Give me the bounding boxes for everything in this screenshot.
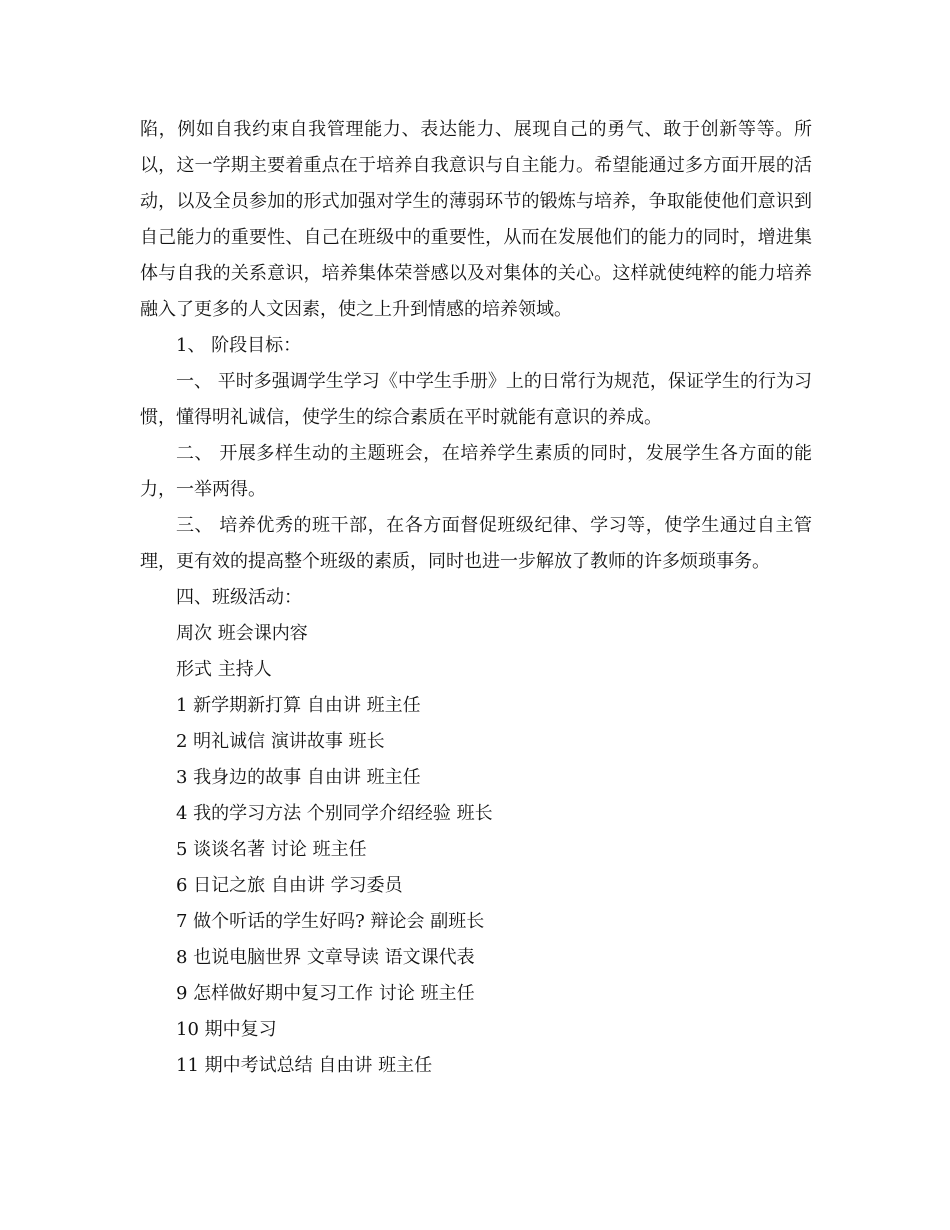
intro-paragraph: 陷，例如自我约束自我管理能力、表达能力、展现自己的勇气、敢于创新等等。所以，这一学期主要着重点在于培养自我意识与自主能力。希望能通过多方面开展的活动，以及全员参加的形式加强对学生的薄弱环节的锻炼与培养，争取能使他们意识到自己能力的重要性、自己在班级中的重要性，从而在发展他们的能力的同时，增进集体与自我的关系意识，培养集体荣誉感以及对集体的关心。这样就使纯粹的能力培养融入了更多的人文因素，使之上升到情感的培养领域。: [140, 119, 812, 320]
table-row: 2 明礼诚信 演讲故事 班长: [176, 731, 385, 752]
table-row: 4 我的学习方法 个别同学介绍经验 班长: [176, 803, 493, 824]
goal-one: 一、 平时多强调学生学习《中学生手册》上的日常行为规范，保证学生的行为习惯，懂得明礼诚信，使学生的综合素质在平时就能有意识的养成。: [140, 371, 812, 428]
stage-heading: 1、 阶段目标：: [176, 335, 302, 356]
activity-heading: 四、班级活动：: [176, 587, 302, 608]
table-row: 8 也说电脑世界 文章导读 语文课代表: [176, 947, 475, 968]
table-row: 5 谈谈名著 讨论 班主任: [176, 839, 367, 860]
table-row: 6 日记之旅 自由讲 学习委员: [176, 875, 403, 896]
table-row: 7 做个听话的学生好吗? 辩论会 副班长: [176, 911, 485, 932]
table-row: 3 我身边的故事 自由讲 班主任: [176, 767, 421, 788]
document-page: [140, 112, 812, 1084]
table-row: 9 怎样做好期中复习工作 讨论 班主任: [176, 983, 475, 1004]
table-header-week-content: 周次 班会课内容: [176, 623, 308, 644]
goal-two: 二、 开展多样生动的主题班会，在培养学生素质的同时，发展学生各方面的能力，一举两得。: [140, 443, 812, 500]
goal-three: 三、 培养优秀的班干部，在各方面督促班级纪律、学习等，使学生通过自主管理，更有效的提高整个班级的素质，同时也进一步解放了教师的许多烦琐事务。: [140, 515, 812, 572]
table-row: 11 期中考试总结 自由讲 班主任: [176, 1055, 433, 1076]
table-row: 1 新学期新打算 自由讲 班主任: [176, 695, 421, 716]
table-row: 10 期中复习: [176, 1019, 277, 1040]
table-header-format-host: 形式 主持人: [176, 659, 272, 680]
